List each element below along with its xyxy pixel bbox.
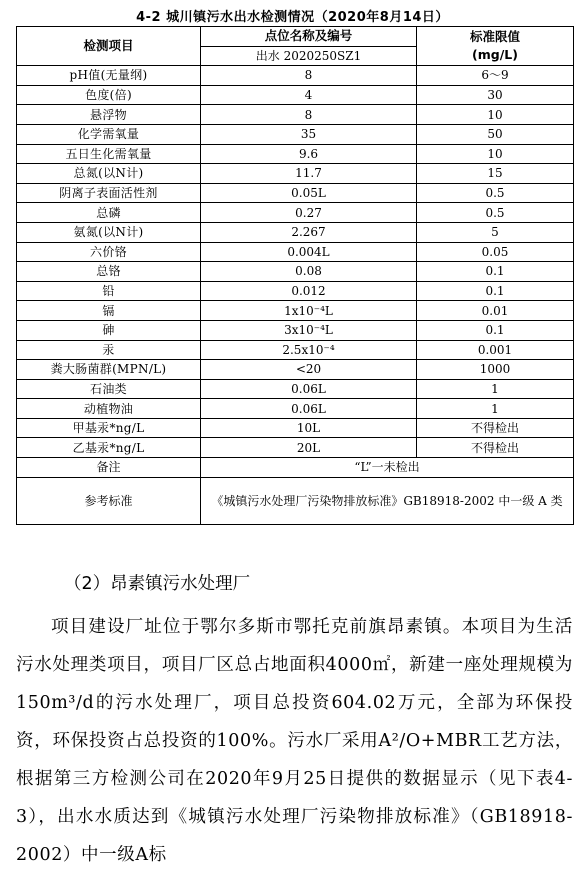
row-limit: 10 bbox=[417, 144, 574, 164]
row-limit: 10 bbox=[417, 105, 574, 125]
row-item: 动植物油 bbox=[17, 399, 201, 419]
row-item: 氨氮(以N计) bbox=[17, 222, 201, 242]
row-limit: 6～9 bbox=[417, 66, 574, 86]
table-row bbox=[17, 262, 574, 282]
row-item: 化学需氧量 bbox=[17, 124, 201, 144]
table-row bbox=[17, 360, 574, 380]
row-limit: 1 bbox=[417, 379, 574, 399]
row-item: 甲基汞*ng/L bbox=[17, 418, 201, 438]
row-value: 10L bbox=[201, 418, 417, 438]
row-item: 色度(倍) bbox=[17, 85, 201, 105]
section-title: （2）昂素镇污水处理厂 bbox=[64, 574, 251, 594]
row-value: 0.06L bbox=[201, 399, 417, 419]
row-value: 4 bbox=[201, 85, 417, 105]
row-limit: 0.01 bbox=[417, 301, 574, 321]
row-item: 砷 bbox=[17, 320, 201, 340]
row-limit: 50 bbox=[417, 124, 574, 144]
row-value: <20 bbox=[201, 360, 417, 380]
row-value: 3x10⁻⁴L bbox=[201, 320, 417, 340]
table-row bbox=[17, 320, 574, 340]
row-value: 1x10⁻⁴L bbox=[201, 301, 417, 321]
row-value: 0.27 bbox=[201, 203, 417, 223]
note-value: “L”一未检出 bbox=[201, 458, 574, 478]
table-row bbox=[17, 418, 574, 438]
table-row bbox=[17, 124, 574, 144]
table-body bbox=[17, 66, 574, 458]
row-limit: 5 bbox=[417, 222, 574, 242]
row-limit: 不得检出 bbox=[417, 418, 574, 438]
row-value: 20L bbox=[201, 438, 417, 458]
row-item: pH值(无量纲) bbox=[17, 66, 201, 86]
table-row bbox=[17, 379, 574, 399]
row-value: 8 bbox=[201, 105, 417, 125]
row-item: 五日生化需氧量 bbox=[17, 144, 201, 164]
row-item: 六价铬 bbox=[17, 242, 201, 262]
row-limit: 1000 bbox=[417, 360, 574, 380]
row-value: 2.5x10⁻⁴ bbox=[201, 340, 417, 360]
header-limit bbox=[417, 27, 574, 66]
row-item: 镉 bbox=[17, 301, 201, 321]
table-row bbox=[17, 85, 574, 105]
table-row bbox=[17, 340, 574, 360]
table-row bbox=[17, 144, 574, 164]
row-value: 2.267 bbox=[201, 222, 417, 242]
row-item: 汞 bbox=[17, 340, 201, 360]
row-value: 8 bbox=[201, 66, 417, 86]
table-row bbox=[17, 301, 574, 321]
water-quality-table bbox=[16, 26, 574, 525]
row-limit: 0.5 bbox=[417, 183, 574, 203]
table-row bbox=[17, 222, 574, 242]
reference-row bbox=[17, 477, 574, 524]
row-limit: 0.1 bbox=[417, 320, 574, 340]
row-limit: 0.001 bbox=[417, 340, 574, 360]
table-caption: 4-2 城川镇污水出水检测情况（2020年8月14日） bbox=[136, 10, 449, 25]
row-item: 铅 bbox=[17, 281, 201, 301]
reference-label: 参考标准 bbox=[17, 477, 201, 524]
note-label: 备注 bbox=[17, 458, 201, 478]
row-limit: 0.1 bbox=[417, 262, 574, 282]
reference-value: 《城镇污水处理厂污染物排放标准》GB18918-2002 中一级 A 类 bbox=[201, 477, 574, 524]
row-item: 悬浮物 bbox=[17, 105, 201, 125]
row-value: 0.004L bbox=[201, 242, 417, 262]
table-row bbox=[17, 183, 574, 203]
row-item: 乙基汞*ng/L bbox=[17, 438, 201, 458]
row-value: 9.6 bbox=[201, 144, 417, 164]
row-limit: 15 bbox=[417, 164, 574, 184]
table-row bbox=[17, 281, 574, 301]
row-value: 0.05L bbox=[201, 183, 417, 203]
table-row bbox=[17, 203, 574, 223]
row-item: 总氮(以N计) bbox=[17, 164, 201, 184]
header-limit-unit: (mg/L) bbox=[472, 47, 518, 63]
row-limit: 不得检出 bbox=[417, 438, 574, 458]
table-row bbox=[17, 66, 574, 86]
row-value: 0.08 bbox=[201, 262, 417, 282]
row-item: 阴离子表面活性剂 bbox=[17, 183, 201, 203]
row-limit: 30 bbox=[417, 85, 574, 105]
header-limit-label: 标准限值 bbox=[469, 29, 520, 45]
row-value: 11.7 bbox=[201, 164, 417, 184]
header-item: 检测项目 bbox=[17, 27, 201, 66]
header-point-name: 点位名称及编号 bbox=[201, 27, 417, 47]
row-limit: 0.05 bbox=[417, 242, 574, 262]
note-row bbox=[17, 458, 574, 478]
table-row bbox=[17, 164, 574, 184]
row-limit: 0.1 bbox=[417, 281, 574, 301]
row-value: 0.012 bbox=[201, 281, 417, 301]
table-row bbox=[17, 242, 574, 262]
row-item: 总磷 bbox=[17, 203, 201, 223]
row-limit: 0.5 bbox=[417, 203, 574, 223]
row-value: 0.06L bbox=[201, 379, 417, 399]
table-row bbox=[17, 399, 574, 419]
row-item: 总铬 bbox=[17, 262, 201, 282]
table-row bbox=[17, 438, 574, 458]
row-value: 35 bbox=[201, 124, 417, 144]
row-item: 粪大肠菌群(MPN/L) bbox=[17, 360, 201, 380]
body-paragraph: 项目建设厂址位于鄂尔多斯市鄂托克前旗昂素镇。本项目为生活污水处理类项目，项目厂区总占地面积4000㎡，新建一座处理规模为150m³/d的污水处理厂，项目总投资604.02万元，全部为环保投资，环保投资占总投资的100%。污水厂采用A²/O+MBR工艺方法，根据第三方检测公司在2020年9月25日提供的数据显示（见下表4-3），出水水质达到《城镇污水处理厂污染物排放标准》（GB18918-2002）中一级A标 bbox=[16, 617, 573, 865]
row-item: 石油类 bbox=[17, 379, 201, 399]
row-limit: 1 bbox=[417, 399, 574, 419]
table-row bbox=[17, 105, 574, 125]
header-point-code: 出水 2020250SZ1 bbox=[201, 46, 417, 66]
